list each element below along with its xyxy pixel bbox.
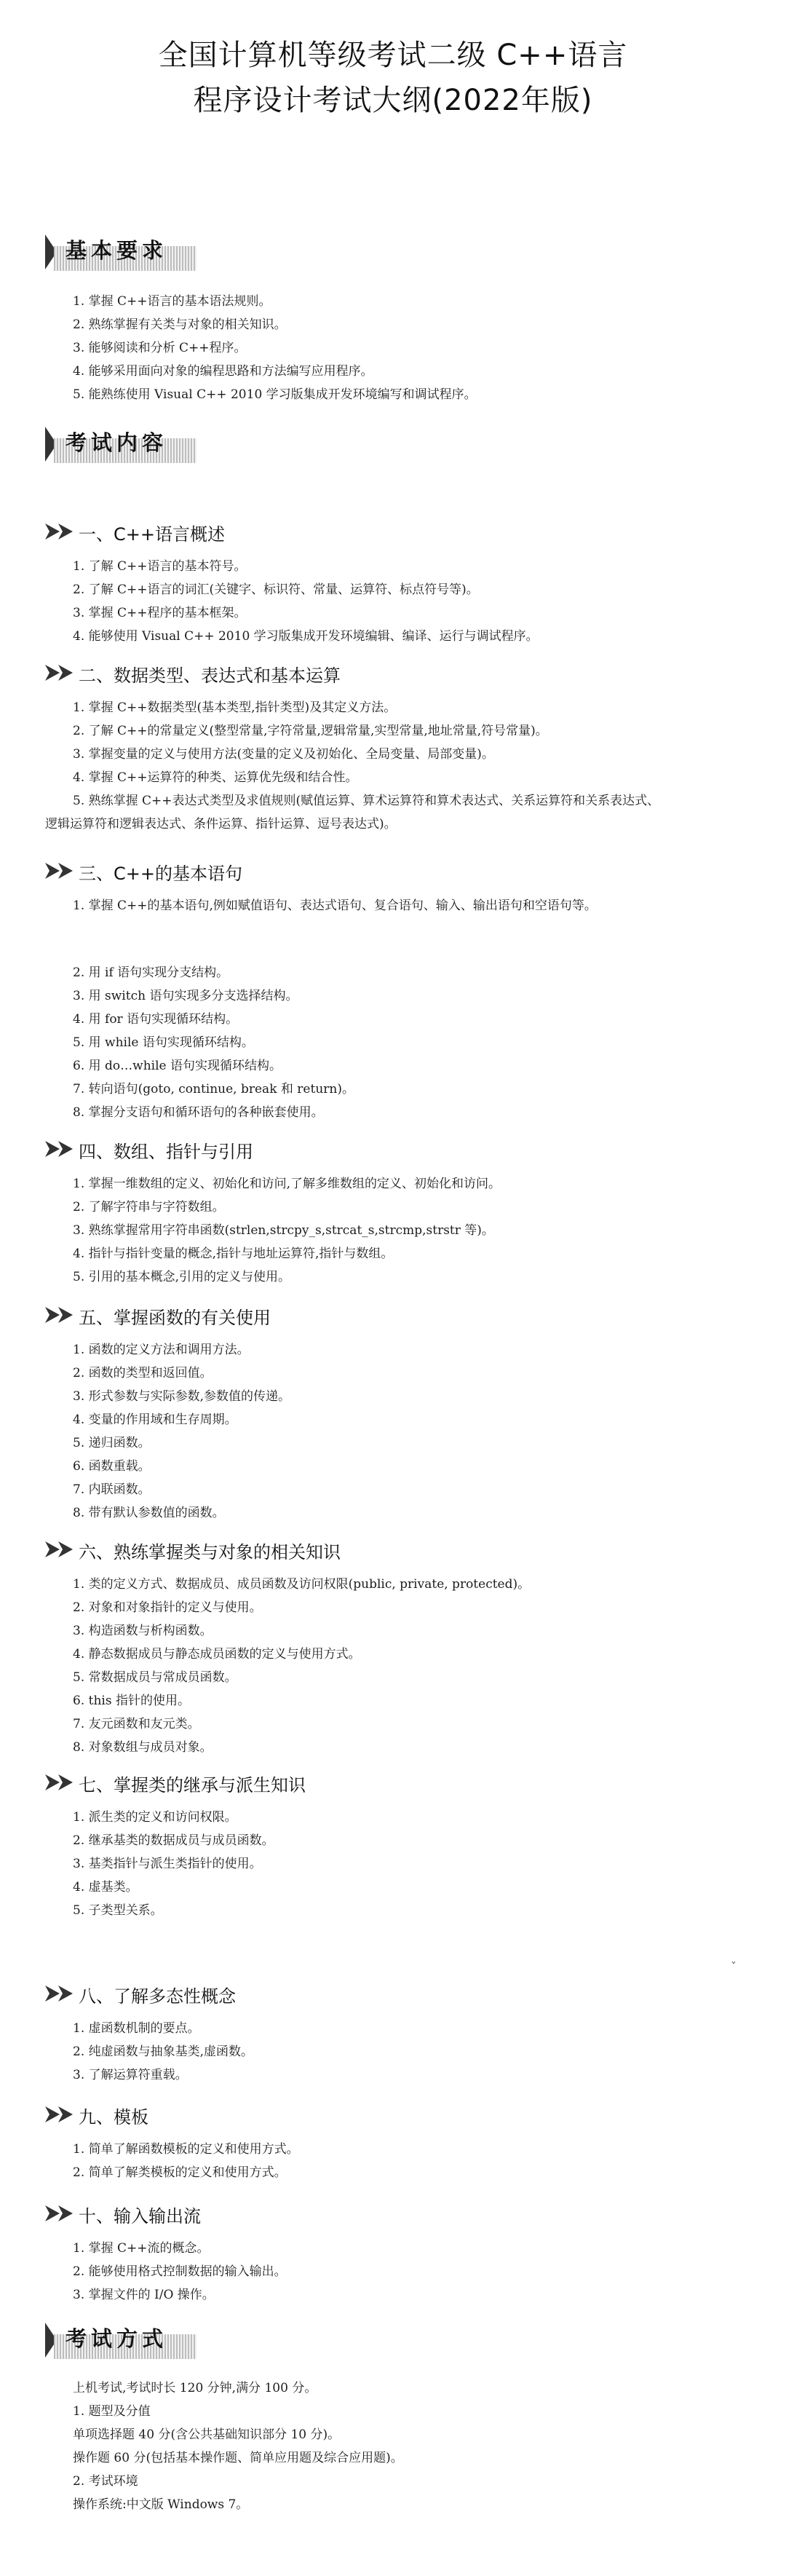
- list-item: 1. 掌握 C++流的概念。: [73, 2241, 210, 2256]
- list-item: 4. 变量的作用域和生存周期。: [73, 1413, 237, 1427]
- list-item: 5. 递归函数。: [73, 1436, 151, 1450]
- section-heading-basic: [45, 232, 198, 272]
- subsection-title: 四、数组、指针与引用: [79, 1142, 253, 1162]
- subsection-list-6: [73, 1573, 750, 1759]
- list-item: 1. 掌握 C++语言的基本语法规则。: [73, 294, 271, 309]
- exam-line: 2. 考试环境: [73, 2474, 138, 2489]
- subsection-list-3a: [73, 894, 750, 917]
- list-item: 3. 形式参数与实际参数,参数值的传递。: [73, 1389, 291, 1404]
- list-item: 4. 静态数据成员与静态成员函数的定义与使用方式。: [73, 1647, 361, 1662]
- subsection-title: 十、输入输出流: [79, 2206, 201, 2227]
- list-item: 5. 常数据成员与常成员函数。: [73, 1670, 237, 1685]
- double-chevron-icon: [45, 1141, 82, 1157]
- list-item: 3. 掌握变量的定义与使用方法(变量的定义及初始化、全局变量、局部变量)。: [73, 747, 494, 762]
- subsection-list-5: [73, 1338, 750, 1525]
- list-item: 5. 能熟练使用 Visual C++ 2010 学习版集成开发环境编写和调试程序。: [73, 387, 477, 402]
- list-item: 2. 了解 C++的常量定义(整型常量,字符常量,逻辑常量,实型常量,地址常量,符号常量)。: [73, 724, 548, 738]
- subsection-title: 一、C++语言概述: [79, 524, 225, 545]
- list-item: 1. 掌握一维数组的定义、初始化和访问,了解多维数组的定义、初始化和访问。: [73, 1177, 501, 1191]
- list-item: 4. 指针与指针变量的概念,指针与地址运算符,指针与数组。: [73, 1246, 394, 1261]
- exam-line: 上机考试,考试时长 120 分钟,满分 100 分。: [73, 2381, 317, 2395]
- list-item: 2. 熟练掌握有关类与对象的相关知识。: [73, 317, 287, 332]
- list-item: 3. 用 switch 语句实现多分支选择结构。: [73, 989, 298, 1003]
- subsection-list-10: [73, 2237, 750, 2307]
- section-heading-exam: [45, 2320, 198, 2360]
- list-item: 2. 纯虚函数与抽象基类,虚函数。: [73, 2044, 254, 2059]
- list-item: 4. 虚基类。: [73, 1880, 138, 1895]
- subsection-title: 九、模板: [79, 2107, 148, 2127]
- list-item: 3. 基类指针与派生类指针的使用。: [73, 1857, 262, 1871]
- double-chevron-icon: [45, 1774, 82, 1790]
- list-item: 2. 了解字符串与字符数组。: [73, 1200, 225, 1214]
- list-item: 2. 了解 C++语言的词汇(关键字、标识符、常量、运算符、标点符号等)。: [73, 582, 479, 597]
- document-title-line-1: 全国计算机等级考试二级 C++语言: [158, 39, 628, 72]
- list-item: 1. 派生类的定义和访问权限。: [73, 1810, 237, 1825]
- list-item: 2. 用 if 语句实现分支结构。: [73, 965, 229, 980]
- subsection-list-3b: [73, 961, 750, 1124]
- document-title-line-2: 程序设计考试大纲(2022年版): [193, 84, 593, 117]
- list-item: 4. 用 for 语句实现循环结构。: [73, 1012, 239, 1027]
- list-item: 1. 虚函数机制的要点。: [73, 2021, 200, 2036]
- double-chevron-icon: [45, 665, 82, 681]
- list-item: 3. 构造函数与析构函数。: [73, 1624, 213, 1638]
- list-item: 1. 掌握 C++的基本语句,例如赋值语句、表达式语句、复合语句、输入、输出语句和空语句等。: [73, 898, 597, 913]
- list-item: 1. 掌握 C++数据类型(基本类型,指针类型)及其定义方法。: [73, 700, 397, 715]
- subsection-list-4: [73, 1172, 750, 1289]
- list-item: 4. 能够使用 Visual C++ 2010 学习版集成开发环境编辑、编译、运行与调试程序。: [73, 629, 539, 644]
- list-item: 3. 掌握 C++程序的基本框架。: [73, 606, 247, 620]
- list-item: 7. 友元函数和友元类。: [73, 1717, 200, 1731]
- list-item: 4. 能够采用面向对象的编程思路和方法编写应用程序。: [73, 364, 373, 379]
- double-chevron-icon: [45, 524, 82, 540]
- list-item: 3. 了解运算符重载。: [73, 2068, 188, 2082]
- double-chevron-icon: [45, 1541, 82, 1557]
- subsection-title: 七、掌握类的继承与派生知识: [79, 1775, 306, 1795]
- double-chevron-icon: [45, 863, 82, 879]
- list-item: 1. 了解 C++语言的基本符号。: [73, 559, 247, 574]
- subsection-title: 二、数据类型、表达式和基本运算: [79, 665, 341, 686]
- list-item: 2. 对象和对象指针的定义与使用。: [73, 1600, 262, 1615]
- wrapped-line-1: 5. 熟练掌握 C++表达式类型及求值规则(赋值运算、算术运算符和算术表达式、关系运算符和关系表达式、: [73, 794, 660, 808]
- list-item: 3. 熟练掌握常用字符串函数(strlen,strcpy_s,strcat_s,strcmp,strstr 等)。: [73, 1223, 494, 1238]
- double-chevron-icon: [45, 2106, 82, 2122]
- subsection-title: 五、掌握函数的有关使用: [79, 1308, 271, 1328]
- subsection-list-8: [73, 2017, 750, 2087]
- list-item: 4. 掌握 C++运算符的种类、运算优先级和结合性。: [73, 770, 358, 785]
- subsection-list-7: [73, 1806, 750, 1922]
- subsection-title: 六、熟练掌握类与对象的相关知识: [79, 1542, 341, 1562]
- subsection-title: 八、了解多态性概念: [79, 1986, 236, 2007]
- double-chevron-icon: [45, 1986, 82, 2002]
- heading-label: 基本要求: [66, 238, 168, 263]
- section-heading-content: [45, 424, 198, 465]
- list-item: 6. this 指针的使用。: [73, 1694, 190, 1708]
- exam-method-text: [73, 2377, 750, 2516]
- heading-label: 考试内容: [66, 430, 168, 455]
- list-item: 2. 能够使用格式控制数据的输入输出。: [73, 2264, 287, 2279]
- list-item: 6. 函数重载。: [73, 1459, 151, 1474]
- list-item: 2. 函数的类型和返回值。: [73, 1366, 213, 1380]
- subsection-list-9: [73, 2138, 750, 2184]
- subsection-list-1: [73, 555, 750, 648]
- exam-line: 操作系统:中文版 Windows 7。: [73, 2497, 249, 2512]
- list-item: 2. 继承基类的数据成员与成员函数。: [73, 1833, 274, 1848]
- list-item: 1. 简单了解函数模板的定义和使用方式。: [73, 2142, 299, 2157]
- margin-mark: ˇ: [731, 1960, 737, 1974]
- basic-requirements-list: [73, 290, 750, 406]
- list-item: 3. 能够阅读和分析 C++程序。: [73, 341, 247, 355]
- list-item: 6. 用 do…while 语句实现循环结构。: [73, 1059, 282, 1073]
- list-item: 1. 函数的定义方法和调用方法。: [73, 1343, 250, 1357]
- wrapped-line-2: 逻辑运算符和逻辑表达式、条件运算、指针运算、逗号表达式)。: [45, 817, 397, 831]
- list-item: 1. 类的定义方式、数据成员、成员函数及访问权限(public, private, protected)。: [73, 1577, 531, 1592]
- list-item-wrapped: [45, 789, 766, 836]
- double-chevron-icon: [45, 1307, 82, 1323]
- exam-line: 1. 题型及分值: [73, 2404, 151, 2419]
- exam-line: 操作题 60 分(包括基本操作题、简单应用题及综合应用题)。: [73, 2451, 403, 2465]
- list-item: 8. 带有默认参数值的函数。: [73, 1506, 225, 1520]
- list-item: 3. 掌握文件的 I/O 操作。: [73, 2288, 215, 2302]
- list-item: 5. 用 while 语句实现循环结构。: [73, 1035, 254, 1050]
- exam-line: 单项选择题 40 分(含公共基础知识部分 10 分)。: [73, 2427, 341, 2442]
- list-item: 8. 掌握分支语句和循环语句的各种嵌套使用。: [73, 1105, 324, 1120]
- list-item: 5. 引用的基本概念,引用的定义与使用。: [73, 1270, 291, 1284]
- subsection-list-2: [73, 696, 750, 789]
- list-item: 8. 对象数组与成员对象。: [73, 1740, 213, 1755]
- list-item: 7. 转向语句(goto, continue, break 和 return)。: [73, 1082, 354, 1097]
- subsection-title: 三、C++的基本语句: [79, 864, 242, 884]
- double-chevron-icon: [45, 2205, 82, 2221]
- list-item: 7. 内联函数。: [73, 1482, 151, 1497]
- heading-label: 考试方式: [66, 2326, 168, 2351]
- list-item: 2. 简单了解类模板的定义和使用方式。: [73, 2165, 287, 2180]
- list-item: 5. 子类型关系。: [73, 1903, 163, 1918]
